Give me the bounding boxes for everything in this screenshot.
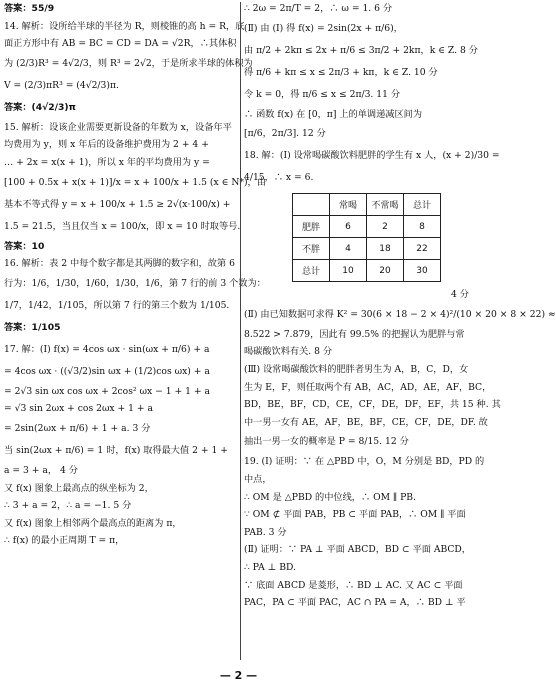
text-line: PAB. 3 分 <box>244 526 287 538</box>
text-line: = √3 sin 2ωx + cos 2ωx + 1 + a <box>4 403 154 415</box>
text-line: ∴ OM 是 △PBD 的中位线，∴ OM ∥ PB. <box>244 491 416 503</box>
text-line: 当 sin(2ωx + π/6) = 1 时，f(x) 取得最大值 2 + 1 + <box>4 444 228 456</box>
text-line: BD，BE，BF，CD，CE，CF，DE，DF，EF，共 15 种. 其 <box>244 399 501 411</box>
table-cell: 8 <box>404 216 441 238</box>
text-line: 中点， <box>244 473 272 485</box>
text-line: 答案：55/9 <box>4 3 55 14</box>
text-line: 中一男一女有 AE，AF，BE，BF，CE，CF，DE，DF. 故 <box>244 416 488 428</box>
text-line: 1/7，1/42，1/105，所以第 7 行的第三个数为 1/105. <box>4 299 230 311</box>
text-line: 17. 解：(Ⅰ) f(x) = 4cos ωx · sin(ωx + π/6) + a <box>4 343 210 355</box>
text-line: 抽出一男一女的概率是 P = 8/15. 12 分 <box>244 436 409 448</box>
text-line: 令 k = 0，得 π/6 ≤ x ≤ 2π/3. 11 分 <box>244 88 401 100</box>
table-cell: 22 <box>404 238 441 260</box>
text-line: PAC，PA ⊂ 平面 PAC，AC ∩ PA = A，∴ BD ⊥ 平 <box>244 597 466 609</box>
text-line: [π/6，2π/3]. 12 分 <box>244 128 326 140</box>
text-line: (Ⅲ) 设常喝碳酸饮料的肥胖者男生为 A，B，C，D，女 <box>244 363 469 375</box>
text-line: (Ⅱ) 由 (Ⅰ) 得 f(x) = 2sin(2x + π/6)， <box>244 22 403 34</box>
table-row <box>293 194 441 216</box>
table-cell: 6 <box>330 216 367 238</box>
text-line: ∵ 底面 ABCD 是菱形，∴ BD ⊥ AC. 又 AC ⊂ 平面 <box>244 579 463 591</box>
text-line: 15. 解析：设该企业需要更新设备的年数为 x，设备年平 <box>4 121 232 133</box>
text-line: 14. 解析：设所给半球的半径为 R，则棱锥的高 h = R，底 <box>4 20 245 32</box>
text-line: 4/15，∴ x = 6. <box>244 172 314 184</box>
table-cell <box>293 194 330 216</box>
table-cell: 总计 <box>293 260 330 282</box>
table-cell: 肥胖 <box>293 216 330 238</box>
text-line: 生为 E，F，则任取两个有 AB，AC，AD，AE，AF，BC， <box>244 381 492 393</box>
text-line: 行为：1/6，1/30，1/60，1/30，1/6，第 7 行的前 3 个数为： <box>4 277 266 289</box>
text-line: ∵ OM ⊄ 平面 PAB，PB ⊂ 平面 PAB，∴ OM ∥ 平面 <box>244 509 466 521</box>
text-line: 又 f(x) 图象上相邻两个最高点的距离为 π， <box>4 517 182 529</box>
text-line: 答案：1/105 <box>4 321 61 333</box>
text-line: 答案：10 <box>4 240 45 252</box>
table-cell: 不胖 <box>293 238 330 260</box>
text-line: a = 3 + a， 4 分 <box>4 464 78 476</box>
text-line: ∴ 3 + a = 2，∴ a = −1. 5 分 <box>4 500 132 512</box>
table-row <box>293 216 441 238</box>
table-cell: 30 <box>404 260 441 282</box>
text-line: 得 π/6 + kπ ≤ x ≤ 2π/3 + kπ，k ∈ Z. 10 分 <box>244 66 438 78</box>
text-line: ∴ 2ω = 2π/T = 2，∴ ω = 1. 6 分 <box>244 3 393 14</box>
right-column <box>244 0 556 664</box>
page-number: — 2 — <box>219 669 258 682</box>
text-line: V = (2/3)πR³ = (4√2/3)π. <box>4 79 119 91</box>
text-line: = 2sin(2ωx + π/6) + 1 + a. 3 分 <box>4 422 151 434</box>
text-line: 又 f(x) 图象上最高点的纵坐标为 2， <box>4 482 154 494</box>
text-line: 由 π/2 + 2kπ ≤ 2x + π/6 ≤ 3π/2 + 2kπ，k ∈ Z. 8 分 <box>244 44 478 56</box>
table-cell: 2 <box>367 216 404 238</box>
column-divider <box>240 2 241 660</box>
table-cell: 4 <box>330 238 367 260</box>
table-cell: 总计 <box>404 194 441 216</box>
text-line: 答案：(4√2/3)π <box>4 101 76 113</box>
text-line: 4 分 <box>451 289 469 301</box>
text-line: 18. 解：(Ⅰ) 设常喝碳酸饮料肥胖的学生有 x 人，(x + 2)/30 = <box>244 150 500 162</box>
text-line: … + 2x = x(x + 1)，所以 x 年的平均费用为 y = <box>4 156 210 168</box>
text-line: ∴ 函数 f(x) 在 [0，π] 上的单调递减区间为 <box>244 108 423 120</box>
table-row <box>293 260 441 282</box>
table-cell: 常喝 <box>330 194 367 216</box>
text-line: (Ⅱ) 证明：∵ PA ⊥ 平面 ABCD，BD ⊂ 平面 ABCD， <box>244 544 471 556</box>
text-line: ∴ PA ⊥ BD. <box>244 561 296 573</box>
text-line: = 2√3 sin ωx cos ωx + 2cos² ωx − 1 + 1 + a <box>4 385 210 397</box>
text-line: 基本不等式得 y = x + 100/x + 1.5 ≥ 2√(x·100/x) + <box>4 198 231 210</box>
text-line: 8.522 > 7.879，因此有 99.5% 的把握认为肥胖与常 <box>244 328 465 340</box>
table-cell: 20 <box>367 260 404 282</box>
text-line: 19. (Ⅰ) 证明：∵ 在 △PBD 中，O，M 分别是 BD，PD 的 <box>244 456 485 468</box>
table-cell: 不常喝 <box>367 194 404 216</box>
text-line: 16. 解析：表 2 中每个数字都是其两脚的数字和，故第 6 <box>4 258 235 270</box>
right-column-bottom <box>244 286 556 612</box>
text-line: ∴ f(x) 的最小正周期 T = π， <box>4 535 125 547</box>
text-line: [100 + 0.5x + x(x + 1)]/x = x + 100/x + 1.5 (x ∈ N*)，由 <box>4 176 266 188</box>
text-line: 均费用为 y，则 x 年后的设备维护费用为 2 + 4 + <box>4 139 209 151</box>
text-line: = 4cos ωx · ((√3/2)sin ωx + (1/2)cos ωx) + a <box>4 365 210 377</box>
contingency-table <box>292 193 441 282</box>
text-line: 喝碳酸饮料有关. 8 分 <box>244 346 333 358</box>
text-line: (Ⅱ) 由已知数据可求得 K² = 30(6 × 18 − 2 × 4)²/(10 × 20 × 8 × 22) ≈ <box>244 308 556 320</box>
text-line: 面正方形中有 AB = BC = CD = DA = √2R，∴其体积 <box>4 38 237 50</box>
table-cell: 18 <box>367 238 404 260</box>
text-line: 1.5 = 21.5，当且仅当 x = 100/x，即 x = 10 时取等号. <box>4 220 241 232</box>
table-cell: 10 <box>330 260 367 282</box>
table-row <box>293 238 441 260</box>
text-line: 为 (2/3)R³ = 4√2/3，则 R³ = 2√2，于是所求半球的体积为 <box>4 57 253 69</box>
right-column-top <box>244 0 500 189</box>
